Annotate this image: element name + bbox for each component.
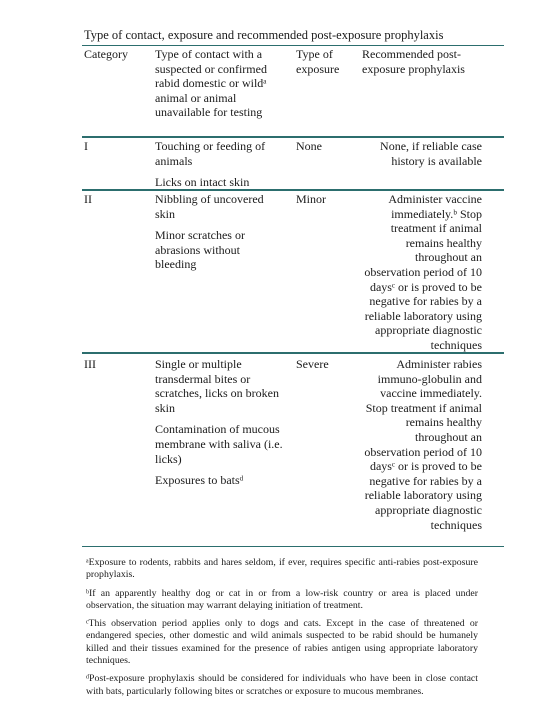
row-contacts bbox=[155, 139, 283, 190]
contact-item: Licks on intact skin bbox=[155, 175, 250, 190]
footnote-d: ᵈPost-exposure prophylaxis should be considered for individuals who have been in close contact with bats, particularly following bites or scratches or exposure to mucous membranes. bbox=[86, 673, 478, 697]
header-prophylaxis: Recommended post-exposure prophylaxis bbox=[362, 47, 465, 76]
row-category: I bbox=[84, 139, 88, 153]
row-contacts bbox=[155, 192, 283, 272]
row-exposure: None bbox=[296, 139, 322, 153]
footnote-c: ᶜThis observation period applies only to dogs and cats. Except in the case of threatened or endangered species, other domestic and wild animals suspected to be rabid should be humanely killed and their tissues examined for the presence of rabies antigen using appropriate laboratory techniques. bbox=[86, 618, 478, 667]
row-category: II bbox=[84, 192, 92, 206]
row-exposure: Minor bbox=[296, 192, 326, 206]
footnotes bbox=[86, 557, 478, 704]
contact-item: Contamination of mucous membrane with saliva (i.e. licks) bbox=[155, 422, 283, 466]
footnote-a: ᵃExposure to rodents, rabbits and hares seldom, if ever, requires specific anti-rabies post-exposure prophylaxis. bbox=[86, 557, 478, 581]
row-contacts bbox=[155, 357, 283, 488]
row-prophylaxis: Administer rabies immuno-globulin and vaccine immediately. Stop treatment if animal remains healthy throughout an observation period of 10 daysᶜ or is proved to be negative for rabies by a reliable laboratory using appropriate diagnostic techniques bbox=[364, 357, 482, 532]
row-rule bbox=[82, 189, 504, 191]
header-rule bbox=[82, 136, 504, 138]
table-title: Type of contact, exposure and recommended post-exposure prophylaxis bbox=[84, 28, 444, 42]
top-rule bbox=[82, 45, 504, 46]
row-rule bbox=[82, 352, 504, 354]
contact-item: Touching or feeding of animals bbox=[155, 139, 266, 168]
footnote-b: ᵇIf an apparently healthy dog or cat in or from a low-risk country or area is placed under observation, the situation may warrant delaying initiation of treatment. bbox=[86, 587, 478, 611]
header-category: Category bbox=[84, 47, 128, 61]
bottom-rule bbox=[82, 546, 504, 547]
contact-item: Exposures to batsᵈ bbox=[155, 473, 244, 488]
row-prophylaxis: None, if reliable case history is available bbox=[380, 139, 482, 168]
header-contact: Type of contact with a suspected or confirmed rabid domestic or wildᵃ animal or animal unavailable for testing bbox=[155, 47, 267, 120]
row-category: III bbox=[84, 357, 96, 371]
contact-item: Minor scratches or abrasions without bleeding bbox=[155, 228, 245, 272]
contact-item: Single or multiple transdermal bites or scratches, licks on broken skin bbox=[155, 357, 279, 415]
contact-item: Nibbling of uncovered skin bbox=[155, 192, 264, 221]
row-prophylaxis: Administer vaccine immediately.ᵇ Stop treatment if animal remains healthy throughout an observation period of 10 daysᶜ or is proved to be negative for rabies by a reliable laboratory using appropriate diagnostic techniques bbox=[364, 192, 482, 352]
row-exposure: Severe bbox=[296, 357, 329, 371]
header-exposure: Type of exposure bbox=[296, 47, 340, 76]
